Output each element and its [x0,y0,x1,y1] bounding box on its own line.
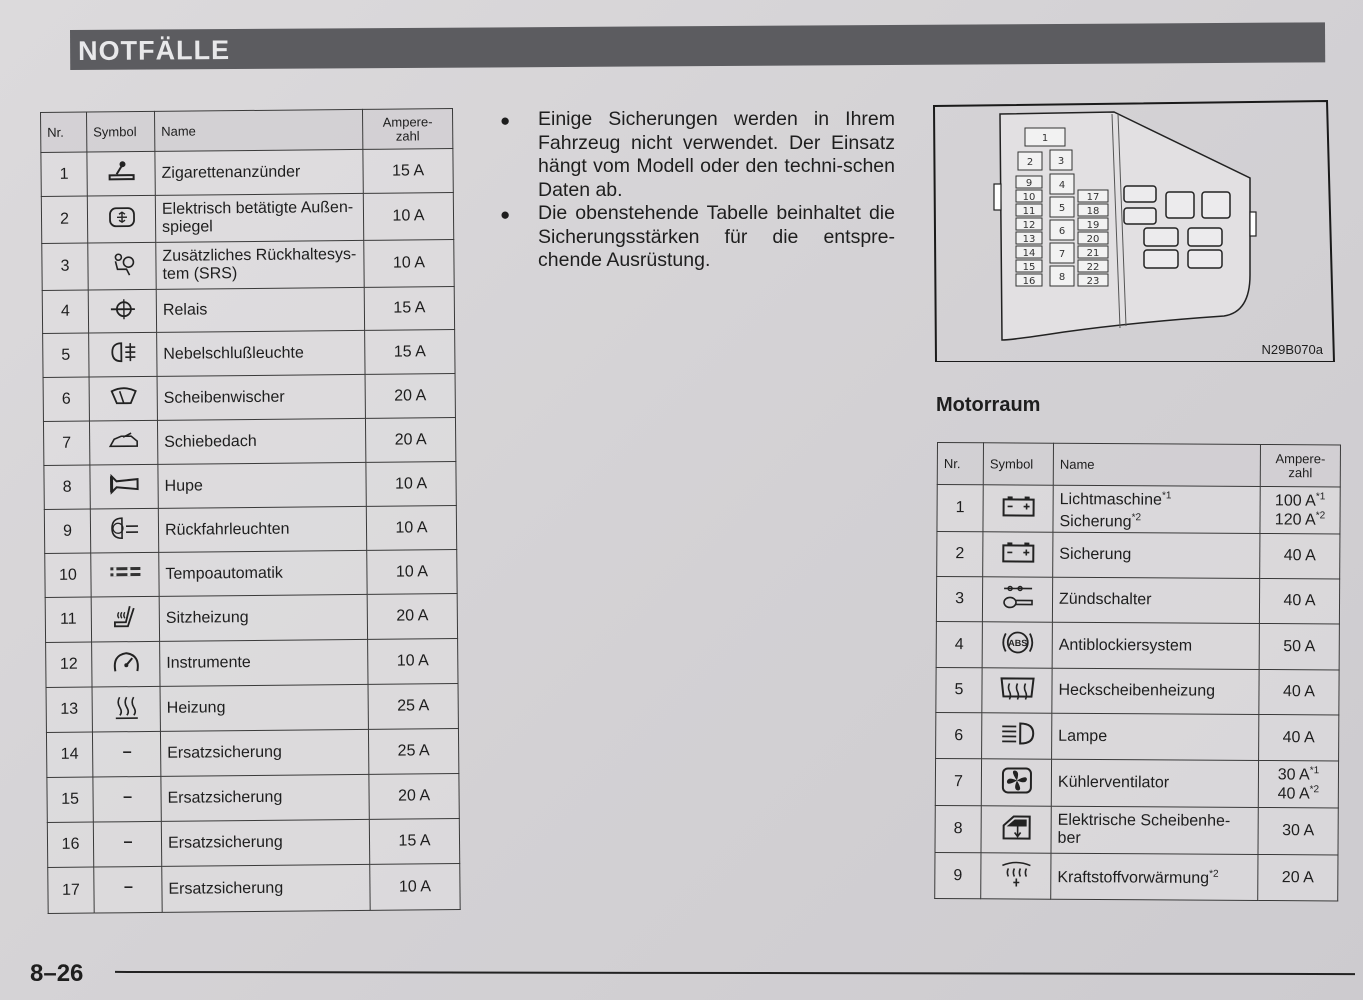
engine-section-title: Motorraum [936,394,1041,416]
table-header-row [937,443,1340,487]
fuse-symbol [983,485,1053,532]
table-row [43,374,455,422]
fuse-slot-label: 12 [1022,220,1036,231]
fuse-slot-label: 10 [1022,192,1036,203]
fuse-name: Lampe [1052,713,1259,760]
radiator-fan-icon [999,765,1033,800]
fuse-number: 3 [42,243,88,290]
bullet-icon: ● [500,111,511,130]
fuse-symbol [87,195,155,243]
fuse-slot-label: 18 [1086,206,1100,217]
fuse-symbol [92,686,160,732]
fuse-name: Relais [156,287,364,332]
fuse-amperage: 10 A [366,506,456,551]
fuse-symbol [89,332,157,377]
ignition-key-icon [999,583,1035,616]
table-row [47,819,459,868]
fuse-symbol [90,464,158,509]
notes-list [500,108,895,273]
fuse-number: 10 [45,553,91,597]
gauge-icon [110,649,142,680]
column-header-nr: Nr. [41,112,87,152]
fuse-symbol [94,866,162,913]
fuse-symbol [91,552,159,597]
fuse-symbol [981,853,1051,899]
fuse-number: 7 [43,421,89,465]
table-row [42,287,454,334]
fuse-name: Ersatzsicherung [161,819,369,866]
fuse-symbol [93,821,161,867]
page-number: 8–26 [30,960,84,987]
table-row [937,485,1340,534]
fuse-symbol [981,759,1051,806]
battery-icon [1000,539,1036,570]
relay-icon [107,296,137,327]
fuse-slot-label: 20 [1086,234,1100,245]
fuse-amperage: 25 A [368,729,458,775]
fuse-amperage: 10 A [363,193,453,241]
fuse-symbol [88,289,156,333]
table-row [47,774,459,823]
fuse-slot-label: 3 [1057,156,1065,167]
fuse-slot-label: 6 [1058,226,1066,237]
fuse-symbol [89,420,157,465]
table-row [935,852,1338,900]
fuse-name: Zusätzliches Rückhaltesys- tem (SRS) [156,240,364,289]
fuse-slot-label: 7 [1058,249,1066,260]
section-header [70,22,1325,70]
abs-icon [998,627,1036,662]
table-row [936,667,1339,714]
note-item [500,108,895,202]
fuse-slot-label: 1 [1041,133,1049,144]
fuse-slot-label: 15 [1022,262,1036,273]
fuse-number: 13 [46,687,92,732]
table-row [936,577,1339,624]
table-row [45,550,457,598]
fuse-name: Scheibenwischer [157,374,365,420]
fuse-name: Heckscheibenheizung [1052,668,1259,714]
fuse-name: Ersatzsicherung [162,864,370,912]
fuse-name: Schiebedach [157,418,365,464]
dash-icon [120,784,134,815]
fuel-heater-icon [998,858,1034,893]
rear-defroster-icon [998,674,1036,707]
fuse-number: 4 [42,290,88,333]
fuse-name: Antiblockiersystem [1052,622,1259,669]
table-row [45,594,457,643]
fuse-symbol [93,776,161,822]
table-row [41,149,453,197]
cigarette-lighter-icon [106,158,136,189]
diagram-code: N29B070a [1261,342,1323,357]
svg-text:ABS: ABS [1007,637,1027,649]
fuse-number: 1 [41,152,87,196]
fuse-slot-label: 4 [1058,180,1066,191]
fuse-slot-label: 11 [1022,206,1036,217]
fuse-name: Kühlerventilator [1051,759,1258,807]
fuse-slot-label: 22 [1086,262,1100,273]
fuse-amperage: 100 $A^{*1}$ 120 $A^{*2}$ [1260,486,1340,533]
fuse-symbol [89,376,157,421]
fuse-slot-label: 2 [1026,157,1034,168]
note-item [500,202,895,273]
note-text: Die obenstehende Tabelle beinhaltet die Sicherungsstärken für die entspre-chende Ausrüstung. [538,202,895,271]
fuse-name: Lichtmaschine$^{*1}$ Sicherung$^{*2}$ [1053,485,1260,533]
fuse-amperage: 40 A [1259,669,1339,714]
fuse-amperage: 10 A [367,550,457,595]
column-header-symbol: Symbol [87,111,155,152]
table-row [936,712,1339,760]
fuse-name: Hupe [158,462,366,508]
table-row [46,729,458,778]
fuse-symbol [982,713,1052,759]
fuse-number: 17 [48,867,94,913]
table-row [935,805,1338,854]
table-row [935,758,1338,807]
column-header-amp: Ampere- zahl [1260,444,1340,486]
fuse-name: Elektrische Scheibenhe- ber [1051,806,1258,854]
fuse-number: 8 [44,465,90,509]
fuse-amperage: 20 A [1258,854,1338,900]
fuse-name: Elektrisch betätigte Außen- spiegel [155,193,363,242]
dash-icon [120,829,134,860]
fuse-number: 15 [47,777,93,822]
fuse-symbol [88,242,156,290]
table-row [46,639,458,688]
fuse-box-diagram [932,100,1335,362]
fuse-number: 9 [44,509,90,553]
table-row [44,506,456,554]
table-row [46,684,458,733]
fuse-amperage: 15 A [369,819,459,865]
column-header-amp: Ampere- zahl [362,109,452,150]
fuse-amperage: 20 A [367,594,457,640]
fuse-number: 6 [43,377,89,421]
fuse-symbol [91,596,159,642]
fuse-amperage: 40 A [1260,533,1340,578]
table-row [937,532,1340,579]
dash-icon [120,739,134,770]
fuse-amperage: 10 A [366,462,456,507]
battery-icon [1000,493,1036,524]
table-row [42,240,454,291]
column-header-name: Name [1053,443,1260,486]
fuse-name: Nebelschlußleuchte [157,330,365,376]
fuse-number: 2 [937,532,983,577]
fuse-amperage: 40 A [1259,578,1339,623]
reverse-light-icon [108,515,140,546]
fuse-number: 1 [937,485,983,532]
fuse-name: Kraftstoffvorwärmung$^{*2}$ [1051,853,1258,900]
fuse-number: 2 [41,196,87,243]
fuse-amperage: 10 A [364,240,454,288]
cruise-control-icon [107,559,143,590]
fuse-name: Instrumente [160,639,368,686]
fuse-number: 11 [45,597,91,642]
column-header-nr: Nr. [937,443,983,485]
fuse-name: Zündschalter [1052,577,1259,623]
fuse-name: Sicherung [1053,532,1260,578]
fuse-number: 16 [47,822,93,867]
fuse-symbol [90,508,158,553]
fuse-name: Heizung [160,684,368,731]
fuse-amperage: 30 A [1258,807,1338,854]
fuse-slot-label: 14 [1022,248,1036,259]
fuse-name: Tempoautomatik [159,550,367,596]
wiper-icon [108,383,138,414]
table-row [43,330,455,378]
fuse-name: Sitzheizung [159,594,367,641]
column-header-symbol: Symbol [983,443,1053,485]
engine-fuse-table [934,442,1341,901]
fuse-slot-label: 8 [1058,272,1066,283]
fuse-amperage: 40 A [1259,714,1339,760]
fuse-amperage: 10 A [370,864,460,911]
fuse-slot-label: 17 [1086,192,1100,203]
fuse-number: 8 [935,805,981,852]
sunroof-icon [107,427,141,458]
fuse-box-illustration [932,100,1335,362]
fuse-symbol [982,577,1052,622]
fuse-amperage: 30 $A^{*1}$ 40 $A^{*2}$ [1258,760,1338,807]
fuse-name: Ersatzsicherung [161,774,369,821]
fuse-number: 4 [936,621,982,667]
fuse-amperage: 15 A [364,287,454,331]
fuse-symbol [982,622,1052,668]
heater-icon [111,694,141,725]
fuse-amperage: 50 A [1259,623,1339,669]
fuse-amperage: 15 A [363,149,453,194]
fuse-slot-label: 21 [1086,248,1100,259]
fuse-amperage: 20 A [365,418,455,463]
fuse-slot-label: 9 [1025,178,1033,189]
table-row [43,418,455,466]
table-row [44,462,456,510]
headlamp-icon [998,719,1036,752]
airbag-icon [107,251,137,282]
mirror-icon [106,204,136,235]
fuse-amperage: 20 A [365,374,455,419]
fuse-slot-label: 23 [1086,276,1100,287]
fuse-number: 9 [935,852,981,898]
rear-fog-light-icon [108,339,138,370]
section-title: NOTFÄLLE [78,35,231,66]
horn-icon [107,471,141,502]
table-header-row [41,109,453,153]
fuse-number: 12 [46,642,92,687]
fuse-number: 7 [935,758,981,805]
bullet-icon: ● [500,205,511,224]
fuse-amperage: 25 A [368,684,458,730]
power-window-icon [999,812,1033,847]
fuse-symbol [92,641,160,687]
seat-heater-icon [109,604,141,635]
fuse-number: 5 [43,333,89,377]
fuse-number: 6 [936,712,982,758]
fuse-slot-label: 13 [1022,234,1036,245]
interior-fuse-table [40,108,461,914]
fuse-symbol [981,806,1051,853]
fuse-number: 5 [936,667,982,712]
table-row [48,864,460,914]
fuse-symbol [92,731,160,777]
fuse-symbol [87,151,155,196]
table-row [41,193,453,244]
column-header-name: Name [154,109,362,151]
dash-icon [121,874,135,905]
fuse-name: Rückfahrleuchten [158,506,366,552]
fuse-number: 14 [46,732,92,777]
fuse-name: Zigarettenanzünder [155,149,363,195]
fuse-symbol [983,532,1053,577]
table-row [936,621,1339,669]
fuse-slot-label: 16 [1022,276,1036,287]
fuse-slot-label: 5 [1058,203,1066,214]
fuse-name: Ersatzsicherung [160,729,368,776]
fuse-number: 3 [936,577,982,622]
note-text: Einige Sicherungen werden in Ihrem Fahrzeug nicht verwendet. Der Einsatz hängt vom Modell oder den techni-schen Daten ab. [538,108,895,201]
fuse-slot-label: 19 [1086,220,1100,231]
fuse-symbol [982,668,1052,713]
fuse-amperage: 10 A [368,639,458,685]
fuse-amperage: 15 A [365,330,455,375]
fuse-amperage: 20 A [369,774,459,820]
